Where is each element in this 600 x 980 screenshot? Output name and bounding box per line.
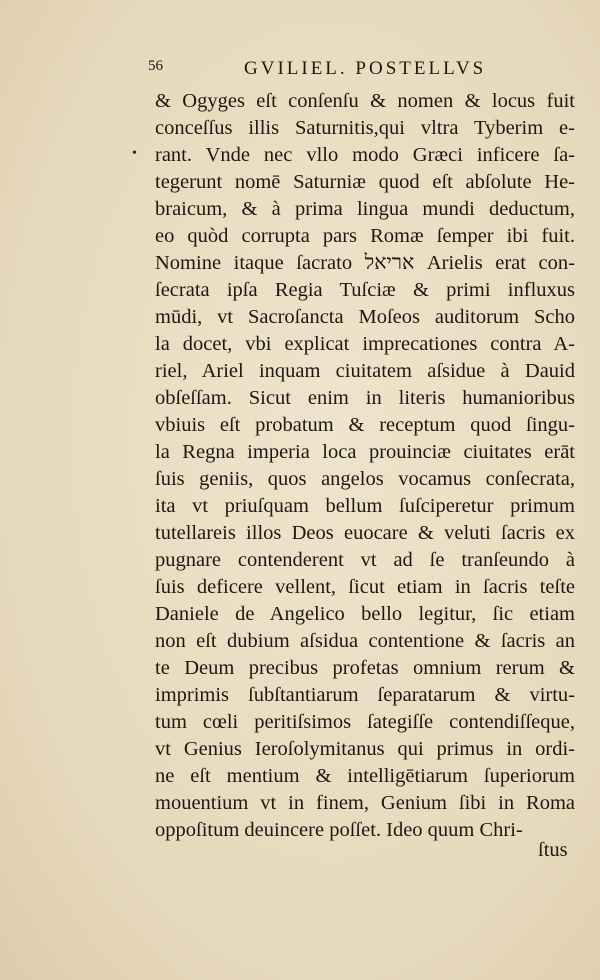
text-line: & Ogyges eſt conſenſu & nomen & locus fuit [155,90,575,112]
text-line: mouentium vt in finem, Genium ſibi in Roma [155,792,575,814]
text-line: mūdi, vt Sacroſancta Moſeos auditorum Scho [155,306,575,328]
text-line: conceſſus illis Saturnitis,qui vltra Tyberim e- [155,117,575,139]
text-line: oppoſitum deuincere poſſet. Ideo quum Chri- [155,819,523,841]
text-line: tegerunt nomē Saturniæ quod eſt abſolute He- [155,171,575,193]
text-line: la Regna imperia loca prouinciæ ciuitates erāt [155,441,575,463]
text-line: Nomine itaque ſacrato אריאל Arielis erat con- [155,252,575,274]
text-line: vt Genius Ieroſolymitanus qui primus in ordi- [155,738,575,760]
text-line: ſuis deficere vellent, ſicut etiam in ſacris teſte [155,576,575,598]
page-header [0,58,600,82]
text-line: imprimis ſubſtantiarum ſeparatarum & virtu- [155,684,575,706]
text-line: ſecrata ipſa Regia Tuſciæ & primi influxus [155,279,575,301]
text-line: te Deum precibus profetas omnium rerum & [155,657,575,679]
text-line: la docet, vbi explicat imprecationes contra A- [155,333,575,355]
text-line: ſuis geniis, quos angelos vocamus conſecrata, [155,468,575,490]
text-line: tum cœli peritiſsimos ſategiſſe contendiſſeque, [155,711,575,733]
margin-dot: • [132,146,137,161]
text-line: obſeſſam. Sicut enim in literis humanioribus [155,387,575,409]
text-line: pugnare contenderent vt ad ſe tranſeundo à [155,549,575,571]
text-line: ita vt priuſquam bellum ſuſciperetur primum [155,495,575,517]
text-line: riel, Ariel inquam ciuitatem aſsidue à Dauid [155,360,575,382]
text-block [155,88,575,844]
text-line: non eſt dubium aſsidua contentione & ſacris an [155,630,575,652]
text-line: vbiuis eſt probatum & receptum quod ſingu- [155,414,575,436]
catchword: ſtus [538,839,568,861]
text-line: ne eſt mentium & intelligētiarum ſuperiorum [155,765,575,787]
running-head: GVILIEL. POSTELLVS [244,58,487,79]
text-line: Daniele de Angelico bello legitur, ſic etiam [155,603,575,625]
text-line: rant. Vnde nec vllo modo Græci inficere ſa- [155,144,575,166]
text-line: tutellareis illos Deos euocare & veluti ſacris ex [155,522,575,544]
text-line: braicum, & à prima lingua mundi deductum, [155,198,575,220]
page-number: 56 [148,58,163,74]
text-line: eo quòd corrupta pars Romæ ſemper ibi fuit. [155,225,575,247]
